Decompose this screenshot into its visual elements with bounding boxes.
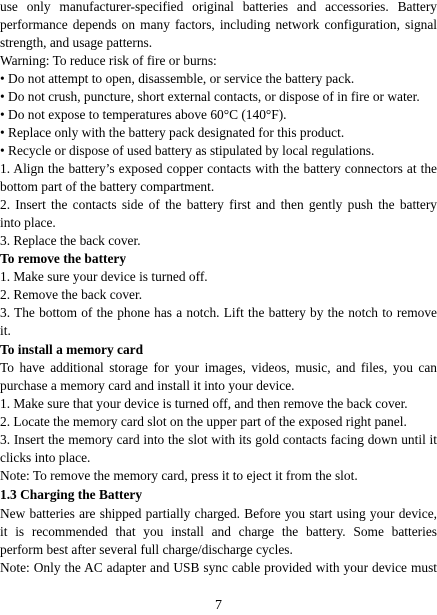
heading-remove-battery: To remove the battery — [0, 251, 127, 266]
charging-line-2: it is recommended that you install and charge the battery. Some batteries — [0, 524, 437, 539]
remove-step-3: 3. The bottom of the phone has a notch. Lift the battery by the notch to remove — [0, 305, 437, 320]
text-line-2: performance depends on many factors, including network configuration, signal — [0, 17, 437, 32]
remove-step-3-cont: it. — [0, 323, 11, 338]
text-line-3: strength, and usage patterns. — [0, 35, 153, 50]
memory-step-3-cont: clicks into place. — [0, 450, 91, 465]
bullet-line-1: • Do not attempt to open, disassemble, or service the battery pack. — [0, 71, 355, 86]
bullet-line-3: • Do not expose to temperatures above 60°C (140°F). — [0, 107, 287, 122]
heading-charging-battery: 1.3 Charging the Battery — [0, 487, 143, 502]
step-line-3: 3. Replace the back cover. — [0, 233, 141, 248]
remove-step-1: 1. Make sure your device is turned off. — [0, 269, 208, 284]
memory-step-2: 2. Locate the memory card slot on the upper part of the exposed right panel. — [0, 414, 407, 429]
memory-step-1: 1. Make sure that your device is turned off, and then remove the back cover. — [0, 396, 408, 411]
charging-line-3: perform best after several full charge/discharge cycles. — [0, 542, 293, 557]
step-line-1: 1. Align the battery’s exposed copper contacts with the battery connectors at the — [0, 161, 437, 176]
text-line-4: Warning: To reduce risk of fire or burns: — [0, 53, 217, 68]
bullet-line-5: • Recycle or dispose of used battery as stipulated by local regulations. — [0, 143, 375, 158]
heading-install-memory-card: To install a memory card — [0, 342, 144, 357]
text-line-1: use only manufacturer-specified original batteries and accessories. Battery — [0, 0, 437, 14]
memory-note: Note: To remove the memory card, press it to eject it from the slot. — [0, 468, 358, 483]
bullet-line-2: • Do not crush, puncture, short external contacts, or dispose of in fire or water. — [0, 89, 420, 104]
step-line-1-cont: bottom part of the battery compartment. — [0, 179, 215, 194]
remove-step-2: 2. Remove the back cover. — [0, 287, 143, 302]
memory-intro-line-1: To have additional storage for your images, videos, music, and files, you can — [0, 360, 437, 375]
step-line-2-cont: into place. — [0, 215, 56, 230]
charging-note: Note: Only the AC adapter and USB sync cable provided with your device must — [0, 560, 437, 575]
bullet-line-4: • Replace only with the battery pack designated for this product. — [0, 125, 345, 140]
memory-intro-line-2: purchase a memory card and install it into your device. — [0, 378, 295, 393]
step-line-2: 2. Insert the contacts side of the battery first and then gently push the battery — [0, 197, 437, 212]
charging-line-1: New batteries are shipped partially charged. Before you start using your device, — [0, 506, 437, 521]
page-number: 7 — [215, 598, 222, 613]
memory-step-3: 3. Insert the memory card into the slot with its gold contacts facing down until it — [0, 432, 437, 447]
